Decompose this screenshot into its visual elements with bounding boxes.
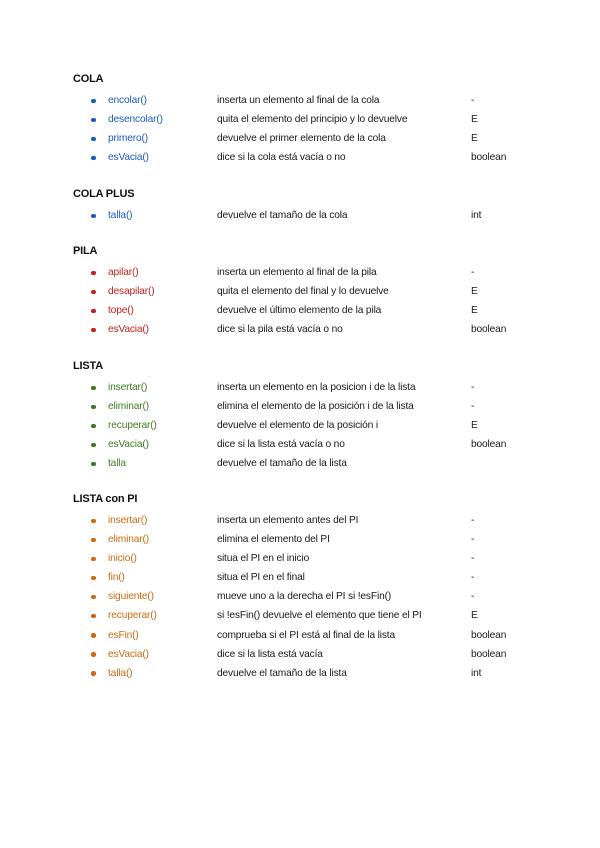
bullet-icon [91,405,96,410]
bullet-icon [91,519,96,524]
bullet-icon [91,633,96,638]
method-description: inserta un elemento al final de la cola [217,95,380,106]
bullet-icon [91,214,96,219]
list-item [73,91,573,110]
return-type: - [471,382,475,393]
bullet-icon [91,443,96,448]
list-item [73,454,573,473]
method-name: siguiente() [108,591,154,603]
method-description: situa el PI en el final [217,572,305,584]
bullet-icon [91,290,96,295]
list-item [73,549,573,568]
return-type: - [471,515,475,526]
section-cola-plus [73,187,573,225]
method-description: devuelve el tamaño de la cola [217,210,348,221]
bullet-icon [91,99,96,104]
bullet-icon [91,424,96,429]
method-description: devuelve el último elemento de la pila [217,305,382,317]
return-type: boolean [471,152,507,164]
return-type: E [471,286,478,298]
list-item [73,282,573,301]
method-name: esVacia() [108,648,149,660]
method-name: inicio() [108,553,137,565]
return-type: boolean [471,648,507,660]
method-name: insertar() [108,382,148,393]
list-item [73,626,573,645]
list-item [73,206,573,225]
return-type: E [471,133,478,145]
method-description: devuelve el tamaño de la lista [217,458,347,470]
return-type: E [471,114,478,126]
method-name: talla() [108,667,133,679]
method-name: insertar() [108,515,148,526]
method-description: dice si la cola está vacía o no [217,152,346,164]
list-item [73,664,573,683]
bullet-icon [91,386,96,391]
return-type: - [471,267,475,278]
list-item [73,397,573,416]
method-description: situa el PI en el inicio [217,553,310,565]
list-item [73,320,573,339]
list-item [73,301,573,320]
method-description: mueve uno a la derecha el PI si !esFin() [217,591,392,603]
method-name: talla [108,458,126,470]
method-description: comprueba si el PI está al final de la lista [217,629,396,641]
method-name: esVacia() [108,152,149,164]
bullet-icon [91,557,96,562]
list-item [73,435,573,454]
section-title-lista: LISTA [73,360,103,372]
list-item [73,129,573,148]
bullet-icon [91,576,96,581]
section-title-pila: PILA [73,245,98,257]
method-description: devuelve el tamaño de la lista [217,667,347,679]
list-item [73,378,573,397]
method-description: inserta un elemento al final de la pila [217,267,377,278]
list-item [73,511,573,530]
list-item [73,110,573,129]
return-type: int [471,210,482,221]
section-cola [73,72,573,167]
method-name: primero() [108,133,148,145]
list-item [73,148,573,167]
return-type: - [471,95,475,106]
return-type: - [471,534,475,546]
method-name: fin() [108,572,125,584]
section-pila [73,244,573,339]
bullet-icon [91,137,96,142]
method-name: apilar() [108,267,139,278]
list-item [73,645,573,664]
bullet-icon [91,595,96,600]
method-description: si !esFin() devuelve el elemento que tiene el PI [217,610,422,622]
method-name: tope() [108,305,134,317]
method-description: devuelve el elemento de la posición i [217,420,378,432]
method-description: elimina el elemento del PI [217,534,330,546]
return-type: - [471,553,475,565]
bullet-icon [91,671,96,676]
section-title-cola: COLA [73,73,104,85]
method-name: recuperar() [108,420,157,432]
section-title-lista-pi: LISTA con PI [73,493,138,505]
list-item [73,606,573,625]
section-lista-pi [73,492,573,683]
return-type: boolean [471,629,507,641]
method-name: esVacia() [108,324,149,336]
return-type: E [471,610,478,622]
method-description: dice si la lista está vacía o no [217,439,345,451]
list-item [73,263,573,282]
bullet-icon [91,271,96,276]
section-lista [73,359,573,473]
bullet-icon [91,309,96,314]
bullet-icon [91,538,96,543]
list-item [73,416,573,435]
return-type: boolean [471,439,507,451]
method-name: desencolar() [108,114,163,126]
method-name: eliminar() [108,401,149,413]
method-description: devuelve el primer elemento de la cola [217,133,386,145]
return-type: E [471,420,478,432]
method-name: encolar() [108,95,147,106]
return-type: boolean [471,324,507,336]
list-item [73,587,573,606]
return-type: - [471,401,475,413]
list-item [73,568,573,587]
return-type: int [471,667,482,679]
bullet-icon [91,652,96,657]
method-description: elimina el elemento de la posición i de la lista [217,401,414,413]
method-name: esFin() [108,629,139,641]
return-type: - [471,572,475,584]
return-type: - [471,591,475,603]
method-description: inserta un elemento en la posicion i de la lista [217,382,416,393]
method-name: esVacia() [108,439,149,451]
method-name: talla() [108,210,133,221]
section-title-cola-plus: COLA PLUS [73,188,135,200]
bullet-icon [91,156,96,161]
method-description: quita el elemento del final y lo devuelve [217,286,389,298]
method-description: dice si la pila está vacía o no [217,324,343,336]
method-name: eliminar() [108,534,149,546]
bullet-icon [91,118,96,123]
return-type: E [471,305,478,317]
method-name: desapilar() [108,286,155,298]
bullet-icon [91,328,96,333]
list-item [73,530,573,549]
method-description: inserta un elemento antes del PI [217,515,359,526]
bullet-icon [91,462,96,467]
bullet-icon [91,614,96,619]
method-name: recuperar() [108,610,157,622]
method-description: quita el elemento del principio y lo devuelve [217,114,408,126]
method-description: dice si la lista está vacía [217,648,323,660]
